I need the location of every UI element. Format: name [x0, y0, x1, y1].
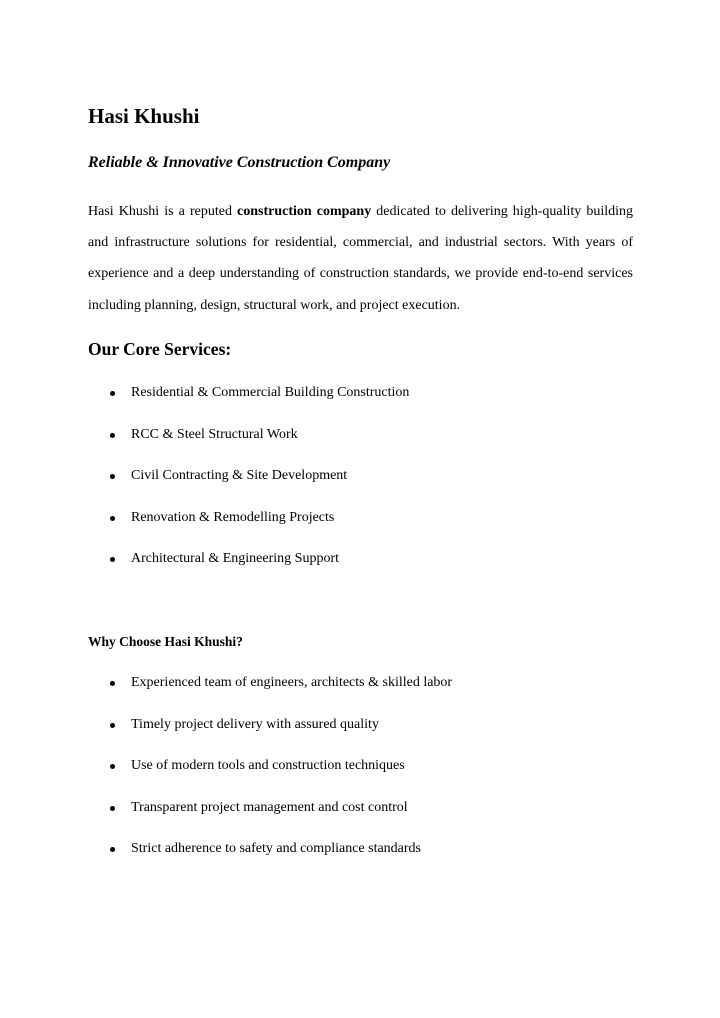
intro-text: Hasi Khushi is a reputed [88, 204, 238, 219]
why-item-text: Experienced team of engineers, architects & skilled labor [131, 675, 453, 690]
bullet-icon [110, 681, 115, 686]
service-item-text: Architectural & Engineering Support [131, 551, 339, 566]
intro-text: dedicated to delivering high-quality building [371, 204, 633, 219]
intro-bold-text: construction company [237, 204, 372, 219]
service-item [88, 383, 409, 425]
bullet-icon [110, 433, 115, 438]
bullet-icon [110, 806, 115, 811]
service-item-text: Renovation & Remodelling Projects [131, 509, 335, 525]
why-item [88, 715, 452, 757]
intro-line: including planning, design, structural work, and project execution. [88, 297, 461, 313]
services-list [88, 383, 409, 591]
why-item [88, 673, 452, 715]
why-item [88, 798, 452, 840]
service-item [88, 466, 409, 508]
intro-line: experience and a deep understanding of construction standards, we provide end-to-end services [88, 266, 633, 282]
why-item-text: Use of modern tools and construction techniques [131, 758, 405, 773]
service-item-text: Civil Contracting & Site Development [131, 468, 348, 483]
intro-paragraph [88, 196, 633, 321]
bullet-icon [110, 847, 115, 852]
bullet-icon [110, 764, 115, 769]
service-item [88, 508, 409, 550]
why-item [88, 839, 452, 881]
bullet-icon [110, 557, 115, 562]
service-item-text: RCC & Steel Structural Work [131, 426, 298, 442]
bullet-icon [110, 474, 115, 479]
service-item [88, 549, 409, 591]
why-item-text: Transparent project management and cost control [131, 799, 408, 815]
why-item [88, 756, 452, 798]
intro-line [88, 196, 633, 227]
why-choose-heading: Why Choose Hasi Khushi? [88, 634, 243, 649]
service-item-text: Residential & Commercial Building Construction [131, 385, 410, 400]
page-title: Hasi Khushi [88, 104, 200, 128]
page-subtitle: Reliable & Innovative Construction Company [88, 154, 391, 171]
bullet-icon [110, 516, 115, 521]
service-item [88, 425, 409, 467]
bullet-icon [110, 391, 115, 396]
intro-line: and infrastructure solutions for residential, commercial, and industrial sectors. With years of [88, 235, 633, 251]
why-choose-list [88, 673, 452, 881]
services-heading: Our Core Services: [88, 339, 232, 359]
why-item-text: Strict adherence to safety and compliance standards [131, 841, 421, 856]
bullet-icon [110, 723, 115, 728]
why-item-text: Timely project delivery with assured quality [131, 716, 379, 732]
